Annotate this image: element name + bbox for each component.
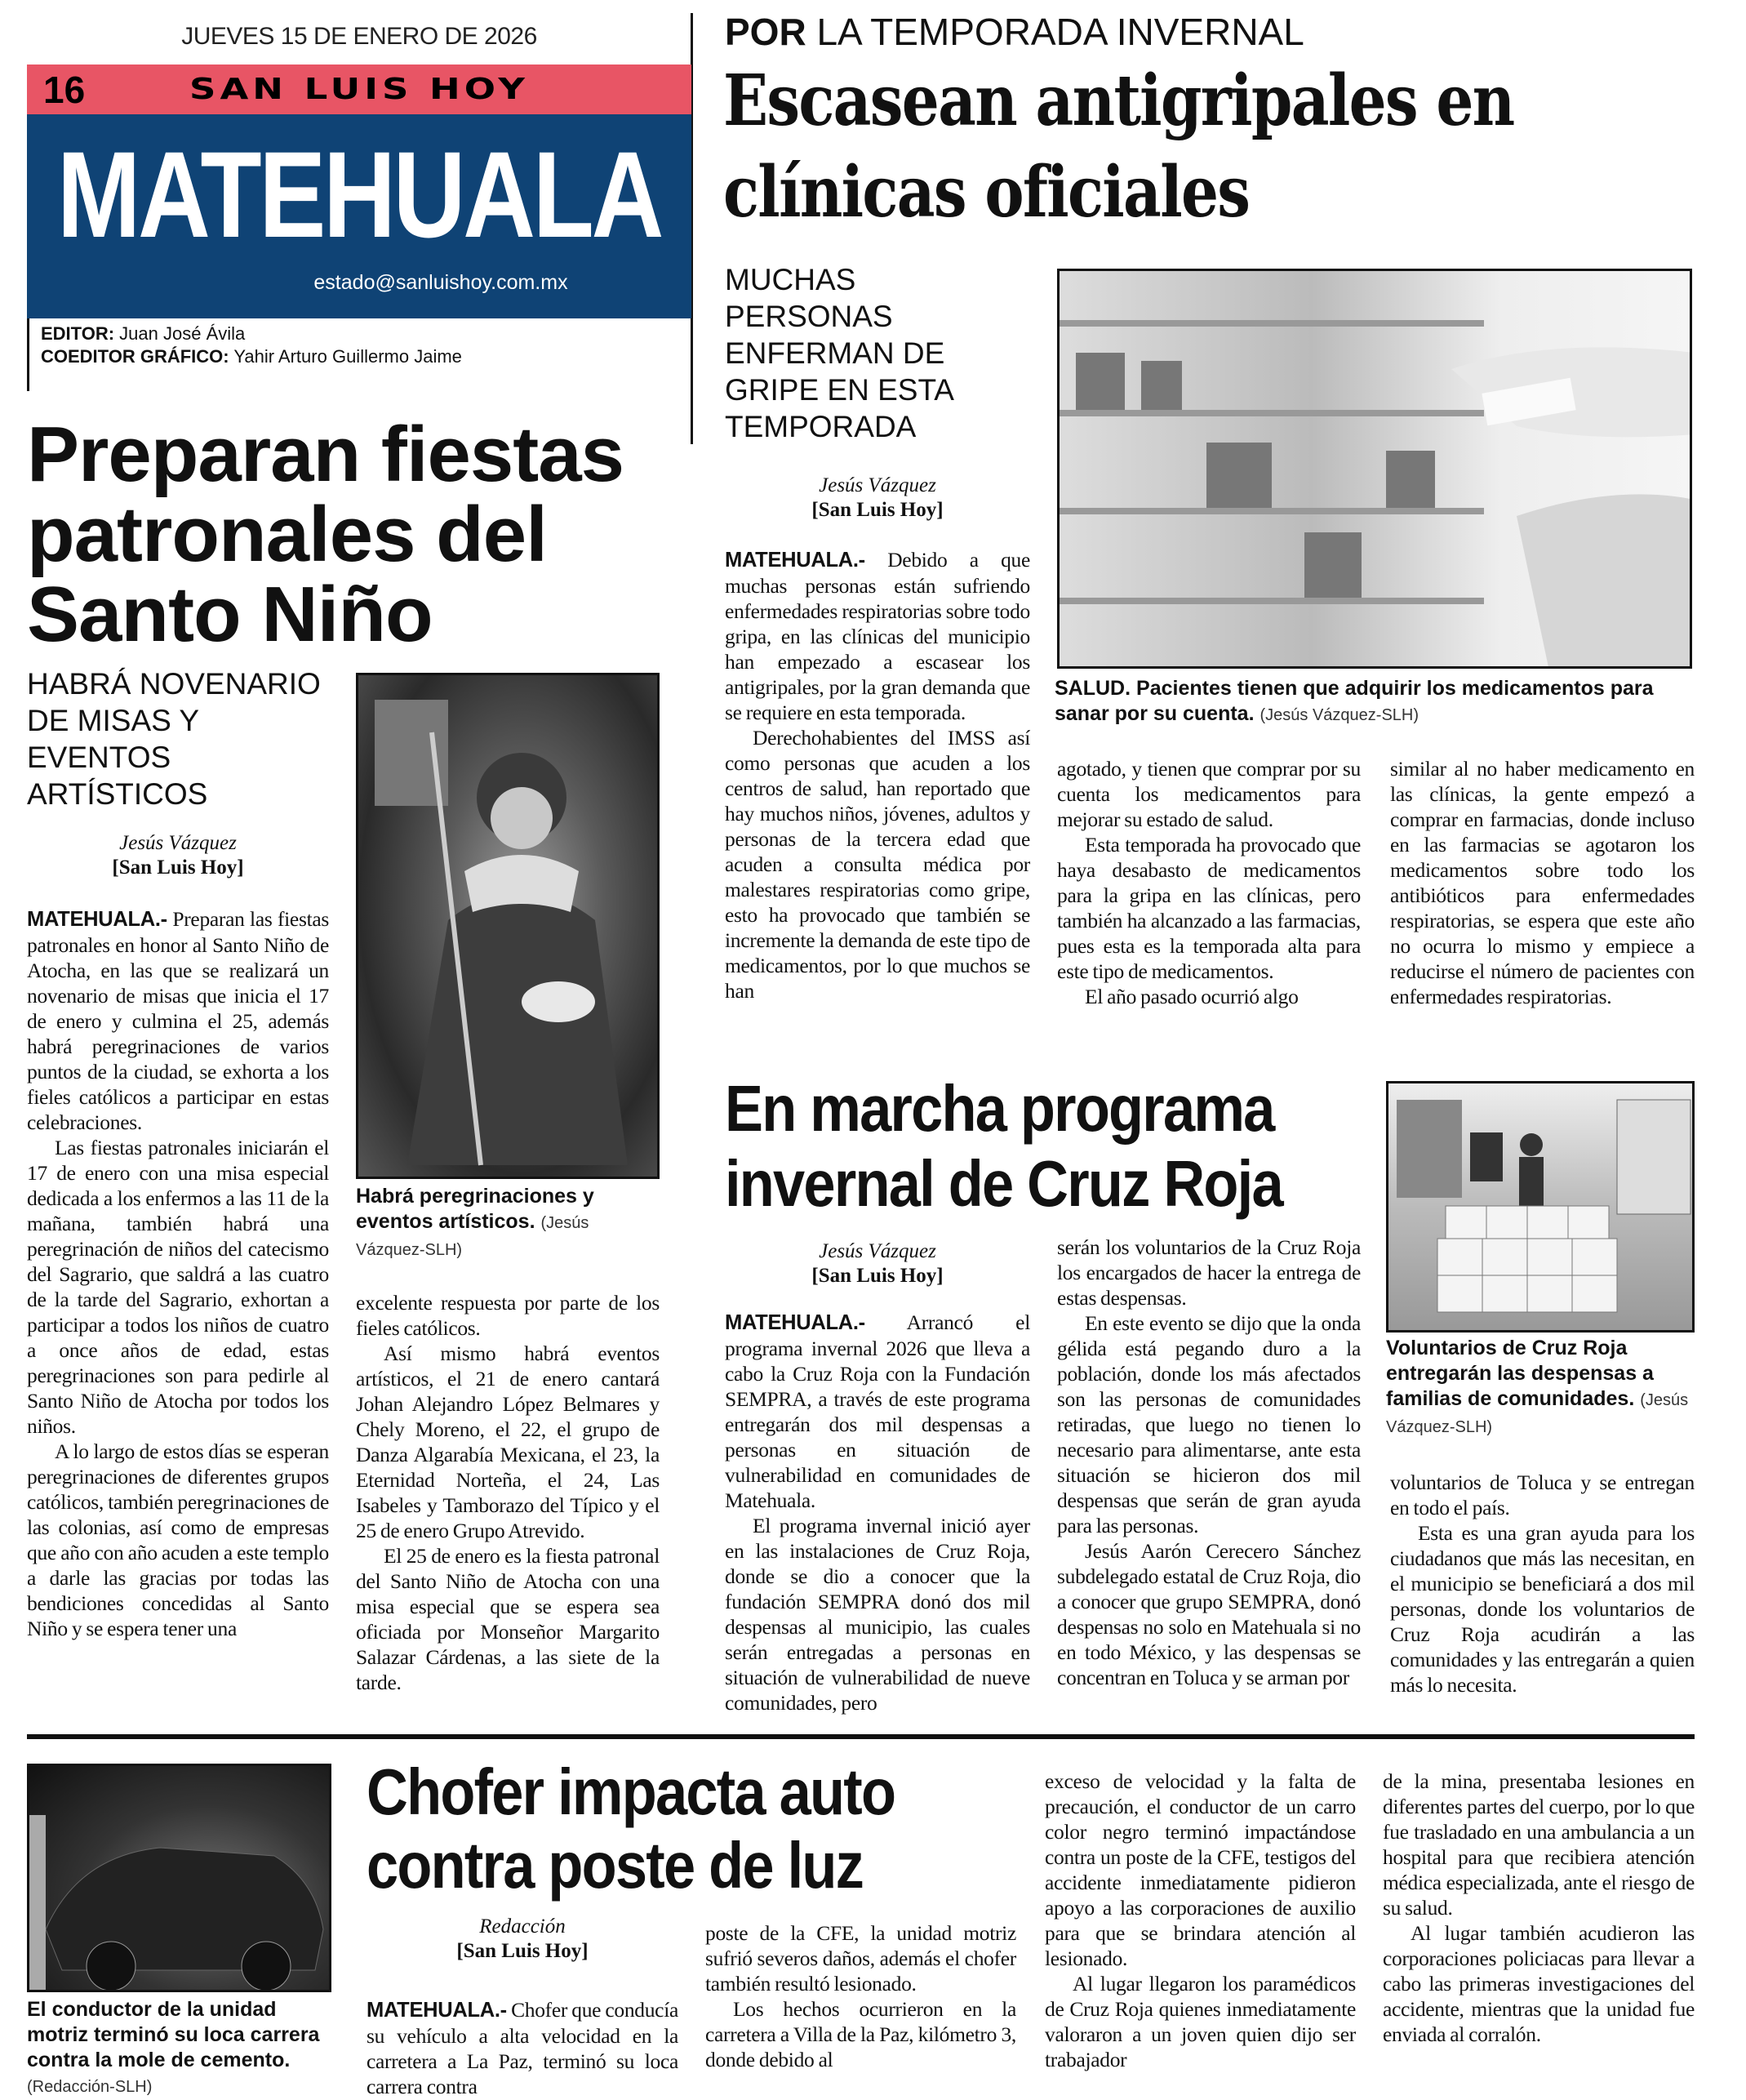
paragraph: El programa invernal inició ayer en las instalaciones de Cruz Roja, donde se dio a conocer que la fundación SEMPRA donó dos mil despensas al municipio, las cuales serán entregadas a personas en situación de vulnerabilidad de nueve comunidades, pero [725,1514,1030,1715]
dateline: MATEHUALA.- [725,1311,865,1334]
fiestas-byline [27,831,329,880]
fiestas-subhead: HABRÁ NOVENARIO DE MISAS Y EVENTOS ARTÍSTICOS [27,667,321,811]
coeditor-name: Yahir Arturo Guillermo Jaime [233,346,462,367]
caption-credit: (Redacción-SLH) [27,2078,153,2096]
coeditor-credit [41,346,462,367]
paragraph: Esta temporada ha provocado que haya desabasto de medicamentos para la gripa en las clínicas, pero también ha alcanzado a las farmacias, pues esta es la temporada alta para este tipo de medicamentos. [1057,833,1361,983]
author: Redacción [479,1915,566,1938]
pharmacy-photo [1057,269,1692,669]
outlet: [San Luis Hoy] [811,499,944,521]
fiestas-headline: Preparan fiestas patronales del Santo Niño [27,411,624,658]
chofer-byline [367,1915,678,1964]
caption-credit: (Jesús Vázquez-SLH) [1260,706,1419,724]
chofer-col-1 [367,1997,678,2099]
paragraph: poste de la CFE, la unidad motriz sufrió severos daños, además el chofer también resultó lesionado. [705,1921,1016,1995]
cruzroja-col-1 [725,1310,1030,1715]
cruzroja-col-2 [1057,1235,1361,1690]
paragraph: El 25 de enero es la fiesta patronal del Santo Niño de Atocha con una misa especial que se espera sea oficiada por Monseñor Margarito Salazar Cárdenas, a las siete de la tarde. [356,1544,660,1694]
newspaper-name: SAN LUIS HOY [189,73,529,106]
section-banner [27,114,691,318]
paragraph: Jesús Aarón Cerecero Sánchez subdelegado estatal de Cruz Roja, dio a conocer que grupo SEMPRA, donó despensas no solo en Matehuala si no en todo México, y las despensas se concentran en Toluca y se arman por [1057,1539,1361,1689]
cruzroja-byline [725,1239,1030,1288]
kicker-bold: POR [725,11,806,53]
paragraph: voluntarios de Toluca y se entregan en todo el país. [1390,1470,1695,1519]
fiestas-caption [356,1184,660,1263]
editor-label: EDITOR: [41,323,115,344]
outlet: [San Luis Hoy] [811,1265,944,1287]
paragraph: Arrancó el programa invernal 2026 que lleva a cabo la Cruz Roja con la Fundación SEMPRA, a través de este programa entregarán dos mil despensas a personas en situación de vulnerabilidad en comunidades de Matehuala. [725,1310,1030,1512]
fiestas-col-2 [356,1290,660,1695]
dateline: MATEHUALA.- [27,908,167,931]
caption-credit: (Jesús Vázquez-SLH) [356,1214,589,1259]
paragraph: El año pasado ocurrió algo [1085,985,1299,1008]
paragraph: Los hechos ocurrieron en la carretera a Villa de la Paz, kilómetro 3, donde debido al [705,1997,1016,2071]
section-title: MATEHUALA [56,126,662,263]
author: Jesús Vázquez [819,1240,936,1262]
caption-text: Habrá peregrinaciones y eventos artísticos. [356,1185,594,1233]
paragraph: Preparan las fiestas patronales en honor al Santo Niño de Atocha, en las que se realizará un novenario de misas que inicia el 17 de enero y culmina el 25, además habrá peregrinaciones de varios puntos de la ciudad, se exhorta a los fieles católicos a participar en estas celebraciones. [27,907,330,1134]
paragraph: agotado, y tienen que comprar por su cuenta los medicamentos para mejorar su estado de salud. [1057,757,1361,831]
chofer-col-3 [1045,1769,1356,2072]
editor-name: Juan José Ávila [119,323,246,344]
antigripales-byline [725,474,1030,523]
despensas-boxes-illustration [1388,1083,1695,1333]
caption-text: Voluntarios de Cruz Roja entregarán las despensas a familias de comunidades. [1386,1337,1654,1410]
section-email[interactable]: estado@sanluishoy.com.mx [313,271,568,294]
chofer-col-4 [1383,1769,1695,2047]
santo-nino-photo [356,673,660,1179]
caption-credit: (Jesús Vázquez-SLH) [1386,1391,1689,1436]
paragraph: Al lugar también acudieron las corporaciones policiacas para llevar a cabo las primeras investigaciones del accidente, mientras que la unidad fue enviada al corralón. [1383,1921,1695,2046]
dateline: MATEHUALA.- [367,1999,507,2022]
kicker [725,10,1304,54]
paragraph: Así mismo habrá eventos artísticos, el 21 de enero cantará Johan Alejandro López Belmares y Chely Moreno, el 22, el grupo de Danza Algarabía Mexicana, el 23, la Eternidad Norteña, el 24, Las Isabeles y Tamborazo del Típico y el 25 de enero Grupo Atrevido. [356,1341,660,1542]
cruzroja-headline: En marcha programa invernal de Cruz Roja [725,1072,1282,1220]
pharmacy-shelves-illustration [1060,271,1692,669]
paragraph: Al lugar llegaron los paramédicos de Cruz Roja quienes inmediatamente valoraron a un joven quien dijo ser trabajador [1045,1972,1356,2071]
antigripales-headline: Escasean antigripales en clínicas oficiales [723,60,1514,234]
caption-label: SALUD. [1055,677,1131,700]
cruzroja-col-3 [1390,1470,1695,1697]
paragraph: En este evento se dijo que la onda gélida está pegando duro a la población, donde los más afectados son las personas de comunidades retiradas, que luego no tienen lo necesario para alimentarse, ante esta situación se hicieron dos mil despensas que serán de gran ayuda para las personas. [1057,1311,1361,1537]
outlet: [San Luis Hoy] [456,1940,589,1962]
crashed-car-illustration [29,1766,331,1992]
antigripales-caption [1055,676,1699,728]
paragraph: serán los voluntarios de la Cruz Roja los encargados de hacer la entrega de estas despensas. [1057,1235,1361,1310]
paragraph: Chofer que conducía su vehículo a alta velocidad en la carretera a La Paz, terminó su loca carrera contra [367,1998,678,2098]
brand-bar [27,65,691,114]
caption-text: El conductor de la unidad motriz terminó su loca carrera contra la mole de cemento. [27,1998,320,2071]
paragraph: Esta es una gran ayuda para los ciudadanos que más las necesitan, en el municipio se beneficiará a dos mil personas, donde los voluntarios de Cruz Roja acudirán a las comunidades y las entregarán a quien más lo necesita. [1390,1521,1695,1697]
paragraph: Las fiestas patronales iniciarán el 17 de enero con una misa especial dedicada a los enfermos a las 11 de la mañana, también habrá una peregrinación de niños del catecismo del Sagrario, que saldrá a las cuatro de la tarde del Sagrario, exhortan a participar a todos los niños de cuatro a once años de edad, estas peregrinaciones son para pedirle al Santo Niño de Atocha por todos los niños. [27,1136,329,1438]
paragraph: similar al no haber medicamento en las clínicas, la gente empezó a comprar en farmacias, donde incluso en las farmacias se agotaron los medicamentos sobre todo los antibióticos para enfermedades respiratorias, se espera que este año no ocurra lo mismo y empiece a reducirse el número de pacientes con enfermedades respiratorias. [1390,757,1695,1008]
chofer-col-2 [705,1920,1016,2072]
section-divider [27,1734,1695,1739]
page-number: 16 [43,69,86,111]
paragraph: de la mina, presentaba lesiones en diferentes partes del cuerpo, por lo que fue trasladado en una ambulancia a un hospital para que recibiera atención médica especializada, ante el riesgo de su salud. [1383,1769,1695,1920]
chofer-headline: Chofer impacta auto contra poste de luz [367,1755,895,1902]
accident-photo [27,1764,331,1992]
antigripales-col-2 [1057,756,1361,1009]
fiestas-col-1 [27,906,329,1641]
antigripales-subhead: MUCHAS PERSONAS ENFERMAN DE GRIPE EN ESTA TEMPORADA [725,263,953,443]
cruzroja-caption [1386,1336,1696,1440]
antigripales-col-1 [725,547,1030,1003]
paragraph: Debido a que muchas personas están sufriendo enfermedades respiratorias sobre todo gripa, en las clínicas del municipio han empezado a escasear los antigripales, por la gran demanda que se requiere en esta temporada. [725,548,1031,724]
editor-credit [41,323,245,345]
paragraph: A lo largo de estos días se esperan peregrinaciones de diferentes grupos católicos, también peregrinaciones de las colonias, así como de empresas que año con año acuden a este templo a darle las gracias por todas las bendiciones concedidas al Santo Niño y se espera tener una [27,1439,329,1640]
paragraph: excelente respuesta por parte de los fieles católicos. [356,1291,660,1340]
caption-text: Pacientes tienen que adquirir los medicamentos para sanar por su cuenta. [1055,677,1654,725]
antigripales-col-3 [1390,756,1695,1009]
chofer-caption [27,1997,337,2100]
paragraph: Derechohabientes del IMSS así como personas que acuden a los centros de salud, han reportado que hay muchos niños, jóvenes, adultos y personas de la tercera edad que acuden a consulta médica por malestares respiratorias como gripe, esto ha provocado que también se incremente la demanda de este tipo de medicamentos, por lo que muchos se han [725,726,1030,1003]
author: Jesús Vázquez [819,474,936,496]
author: Jesús Vázquez [119,832,237,854]
kicker-text: LA TEMPORADA INVERNAL [816,11,1304,53]
issue-date: JUEVES 15 DE ENERO DE 2026 [181,23,537,50]
outlet: [San Luis Hoy] [112,856,244,879]
paragraph: exceso de velocidad y la falta de precaución, el conductor de un carro color negro terminó impactándose contra un poste de la CFE, testigos del accidente inmediatamente pidieron apoyo a las corporaciones de auxilio para que se brindara atención al lesionado. [1045,1769,1356,1970]
statue-illustration [358,675,660,1179]
dateline: MATEHUALA.- [725,549,865,572]
cruzroja-photo [1386,1081,1695,1333]
coeditor-label: COEDITOR GRÁFICO: [41,346,229,367]
